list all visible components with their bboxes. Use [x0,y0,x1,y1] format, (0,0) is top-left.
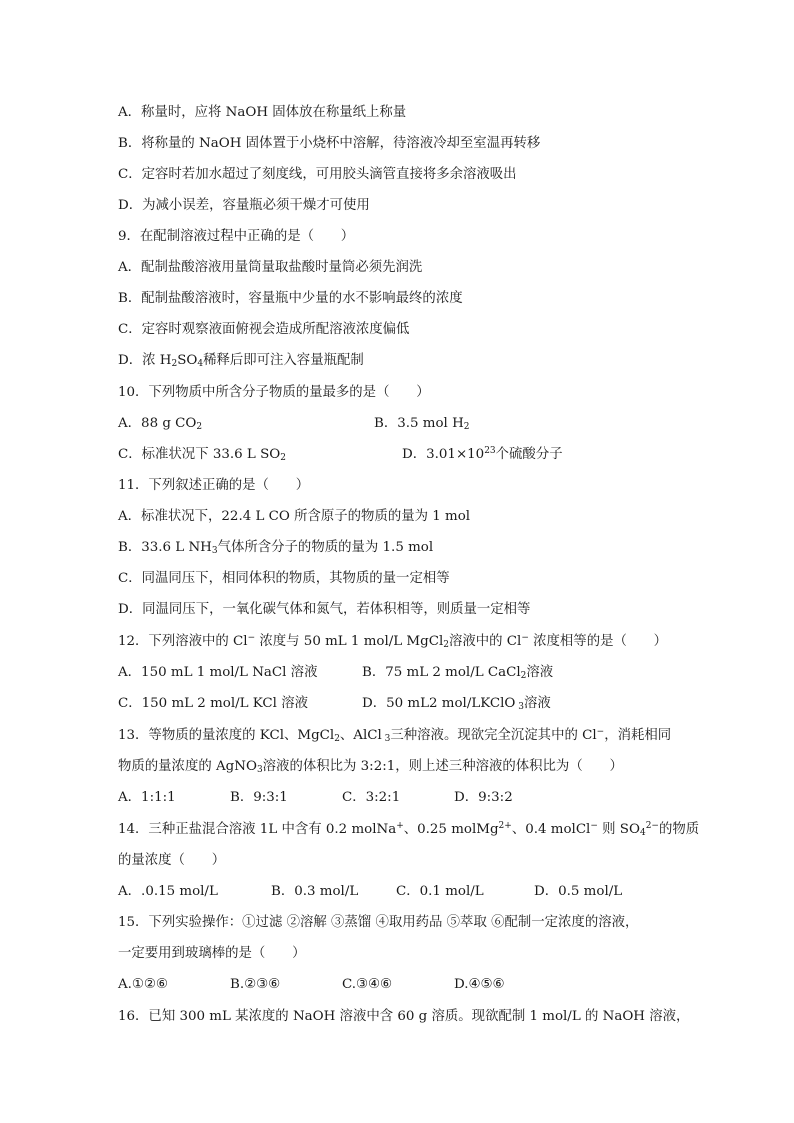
question-14-option-a: A．.0.15 mol/L [118,884,218,899]
question-10-option-a: A．88 g $CO_2$ [118,416,203,432]
question-14-stem-line-2: 的量浓度（ ） [118,853,226,868]
question-14-option-d: D．0.5 mol/L [534,884,623,899]
question-15-option-c: C.③④⑥ [342,977,393,992]
question-10-option-c: C．标准状况下 33.6 L $SO_2$ [118,447,286,463]
question-11-option-c: C．同温同压下，相同体积的物质，其物质的量一定相等 [118,571,450,586]
option-d: D．为减小误差，容量瓶必须干燥才可使用 [118,198,370,213]
question-10-option-b: B．3.5 mol $H_2$ [374,416,470,432]
question-12-stem: 12．下列溶液中的 Cl− 浓度与 50 mL 1 mol/L MgCl$_2$溶液中的 Cl− 浓度相等的是（ ） [118,633,668,650]
question-12-option-a: A．150 mL 1 mol/L NaCl 溶液 [118,665,318,680]
question-13-option-b: B．9:3:1 [230,790,288,805]
question-14-option-b: B．0.3 mol/L [271,884,359,899]
question-10-option-d: D．$3.01\times 10^{23}$个硫酸分子 [402,446,563,462]
question-14-option-c: C．0.1 mol/L [396,884,484,899]
question-9-option-c: C．定容时观察液面俯视会造成所配溶液浓度偏低 [118,322,410,337]
question-11-option-a: A．标准状况下，22.4 L CO 所含原子的物质的量为 1 mol [118,509,471,524]
question-13-option-a: A．1:1:1 [118,790,176,805]
question-13-stem-line-1: 13．等物质的量浓度的 KCl、MgCl$_2$、AlCl $_3$三种溶液。现欲完全沉淀其中的 Cl−，消耗相同 [118,727,672,744]
option-c: C．定容时若加水超过了刻度线，可用胶头滴管直接将多余溶液吸出 [118,167,517,182]
question-16-stem-line-1: 16．已知 300 mL 某浓度的 NaOH 溶液中含 60 g 溶质。现欲配制 1 mol/L 的 NaOH 溶液， [118,1009,690,1024]
question-9-option-a: A．配制盐酸溶液用量筒量取盐酸时量筒必须先润洗 [118,260,423,275]
question-15-stem-line-2: 一定要用到玻璃棒的是（ ） [118,946,306,961]
question-12-option-d: D．50 mL2 mol/LKClO $_3$溶液 [362,696,551,712]
question-9-option-d: D．浓 $H_2SO_4$稀释后即可注入容量瓶配制 [118,353,364,369]
question-15-option-b: B.②③⑥ [230,977,281,992]
question-15-stem-line-1: 15．下列实验操作：①过滤 ②溶解 ③蒸馏 ④取用药品 ⑤萃取 ⑥配制一定浓度的溶液， [118,915,639,930]
question-14-stem-line-1: 14．三种正盐混合溶液 1L 中含有 0.2 molNa+、0.25 molMg$^{2+}$、0.4 molCl− 则 $SO_4^{2-}$的物质 [118,821,700,838]
question-11-stem: 11．下列叙述正确的是（ ） [118,478,310,493]
question-13-option-d: D．9:3:2 [454,790,513,805]
question-9-option-b: B．配制盐酸溶液时，容量瓶中少量的水不影响最终的浓度 [118,291,463,306]
question-11-option-b: B．33.6 L $NH_3$气体所含分子的物质的量为 1.5 mol [118,540,434,556]
option-a: A．称量时，应将 NaOH 固体放在称量纸上称量 [118,105,407,120]
question-13-option-c: C．3:2:1 [342,790,401,805]
question-12-option-b: B．75 mL 2 mol/L CaCl$_2$溶液 [362,665,554,681]
question-9-stem: 9．在配制溶液过程中正确的是（ ） [118,229,355,244]
option-b: B．将称量的 NaOH 固体置于小烧杯中溶解，待溶液冷却至室温再转移 [118,136,541,151]
question-10-stem: 10．下列物质中所含分子物质的量最多的是（ ） [118,385,430,400]
question-11-option-d: D．同温同压下，一氧化碳气体和氮气，若体积相等，则质量一定相等 [118,602,531,617]
question-15-option-d: D.④⑤⑥ [454,977,505,992]
question-15-option-a: A.①②⑥ [118,977,168,992]
question-12-option-c: C．150 mL 2 mol/L KCl 溶液 [118,696,308,711]
question-13-stem-line-2: 物质的量浓度的 AgNO$_3$溶液的体积比为 3:2:1，则上述三种溶液的体积比为（ ） [118,759,623,775]
